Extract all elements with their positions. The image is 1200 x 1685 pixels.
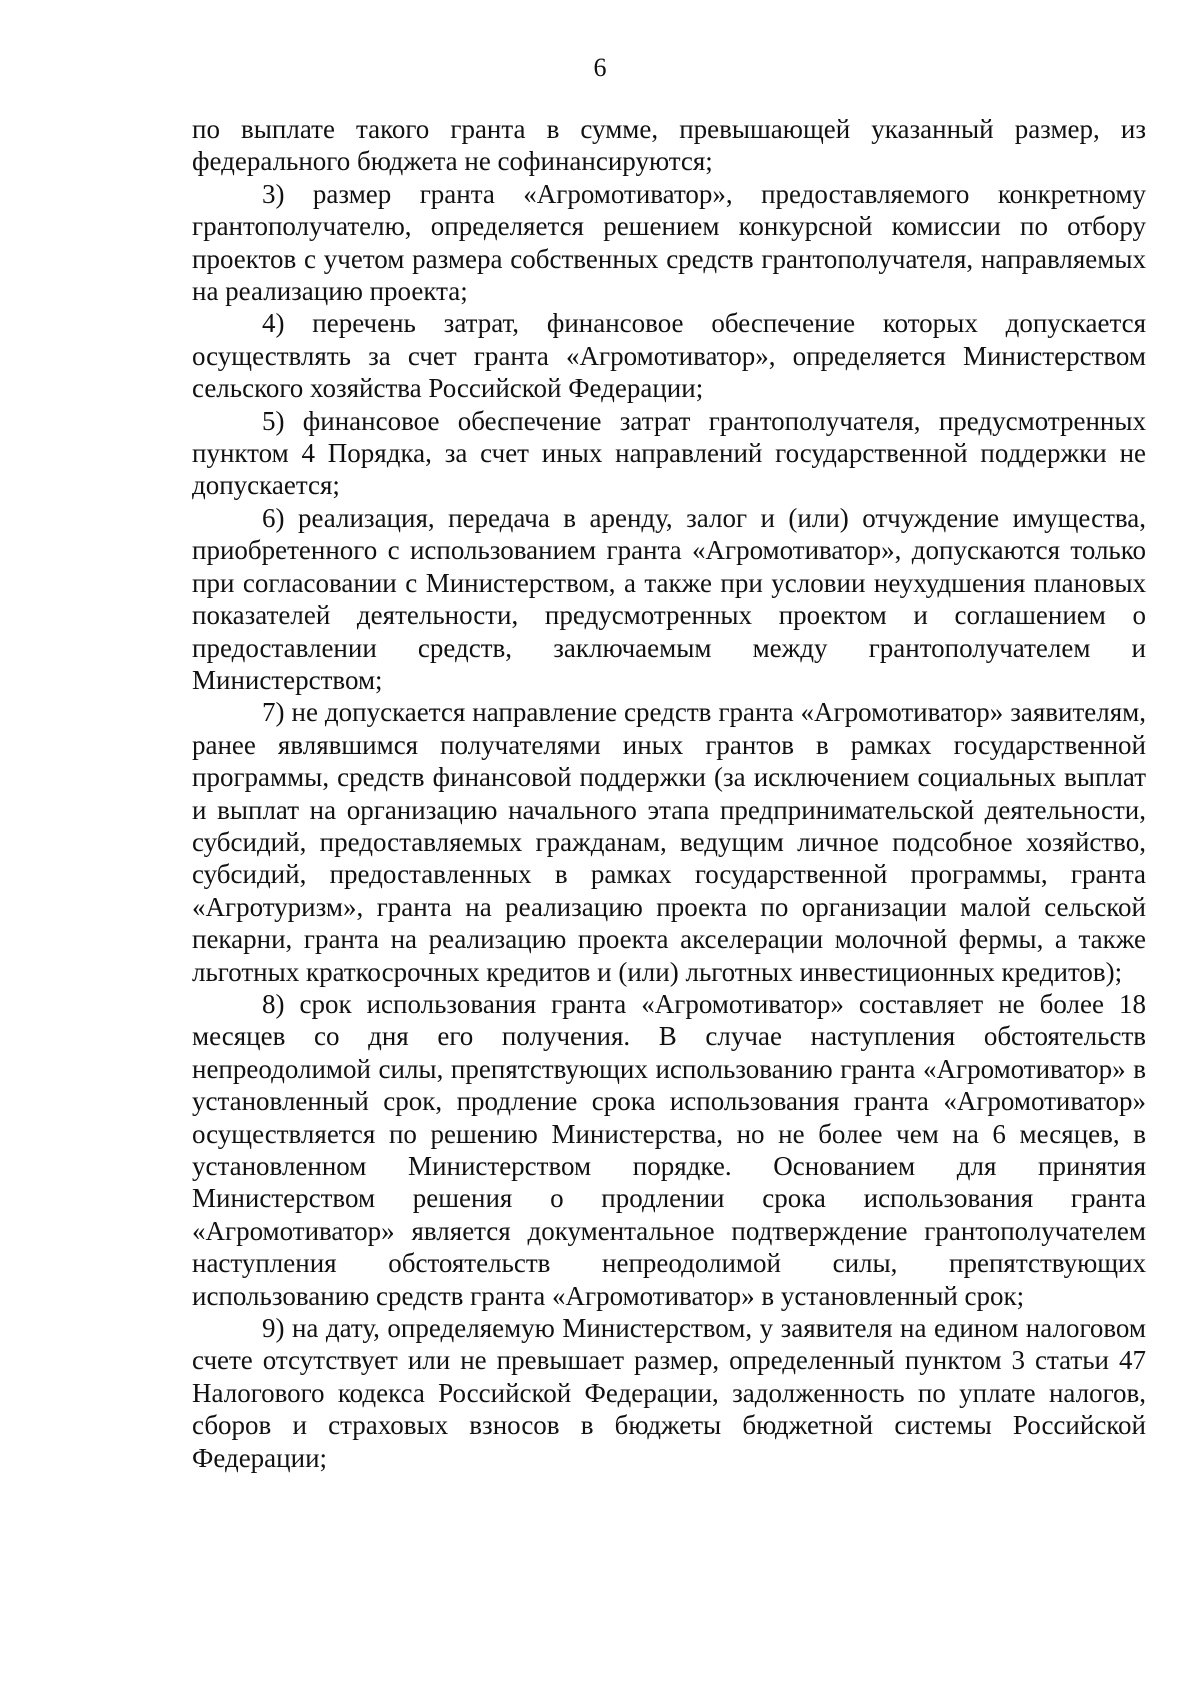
paragraph-continuation: по выплате такого гранта в сумме, превышающей указанный размер, из федерального бюджета не софинансируются;	[192, 114, 1146, 177]
page-number: 6	[593, 53, 607, 82]
paragraph-item-6: 6) реализация, передача в аренду, залог и (или) отчуждение имущества, приобретенного с использованием гранта «Агромотиватор», допускаются только при согласовании с Министерством, а также при условии неухудшения плановых показателей деятельности, предусмотренных проектом и соглашением о предоставлении средств, заключаемым между грантополучателем и Министерством;	[192, 502, 1146, 695]
paragraph-item-4: 4) перечень затрат, финансовое обеспечение которых допускается осуществлять за счет гранта «Агромотиватор», определяется Министерством сельского хозяйства Российской Федерации;	[192, 308, 1146, 404]
paragraph-item-3: 3) размер гранта «Агромотиватор», предоставляемого конкретному грантополучателю, определяется решением конкурсной комиссии по отбору проектов с учетом размера собственных средств грантополучателя, направляемых на реализацию проекта;	[192, 178, 1146, 307]
paragraph-item-9: 9) на дату, определяемую Министерством, у заявителя на едином налоговом счете отсутствует или не превышает размер, определенный пунктом 3 статьи 47 Налогового кодекса Российской Федерации, задолженность по уплате налогов, сборов и страховых взносов в бюджеты бюджетной системы Российской Федерации;	[192, 1313, 1146, 1473]
document-body	[192, 113, 1146, 1474]
paragraph-item-8: 8) срок использования гранта «Агромотиватор» составляет не более 18 месяцев со дня его получения. В случае наступления обстоятельств непреодолимой силы, препятствующих использованию гранта «Агромотиватор» в установленный срок, продление срока использования гранта «Агромотиватор» осуществляется по решению Министерства, но не более чем на 6 месяцев, в установленном Министерством порядке. Основанием для принятия Министерством решения о продлении срока использования гранта «Агромотиватор» является документальное подтверждение грантополучателем наступления обстоятельств непреодолимой силы, препятствующих использованию средств гранта «Агромотиватор» в установленный срок;	[192, 988, 1146, 1311]
paragraph-item-5: 5) финансовое обеспечение затрат грантополучателя, предусмотренных пунктом 4 Порядка, за счет иных направлений государственной поддержки не допускается;	[192, 405, 1146, 501]
paragraph-item-7: 7) не допускается направление средств гранта «Агромотиватор» заявителям, ранее являвшимся получателями иных грантов в рамках государственной программы, средств финансовой поддержки (за исключением социальных выплат и выплат на организацию начального этапа предпринимательской деятельности, субсидий, предоставляемых гражданам, ведущим личное подсобное хозяйство, субсидий, предоставленных в рамках государственной программы, гранта «Агротуризм», гранта на реализацию проекта по организации малой сельской пекарни, гранта на реализацию проекта акселерации молочной фермы, а также льготных краткосрочных кредитов и (или) льготных инвестиционных кредитов);	[192, 697, 1146, 987]
